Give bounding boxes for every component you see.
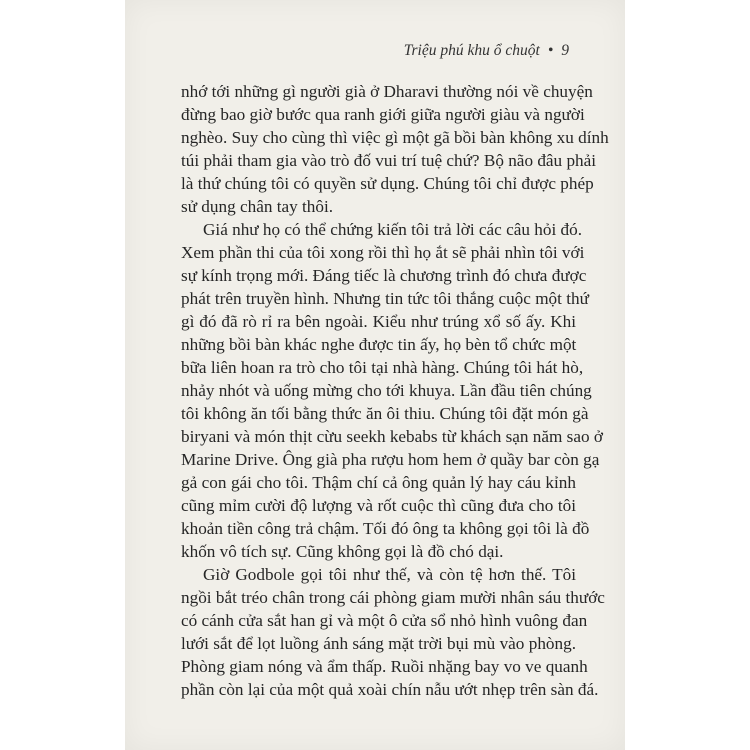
text-line: túi phải tham gia vào trò đố vui trí tuệ chứ? Bộ não đâu phải	[181, 151, 597, 170]
text-line: Giờ Godbole gọi tôi như thế, và còn tệ hơn thế. Tôi	[203, 565, 576, 584]
text-line: có cánh cửa sắt han gỉ và một ô cửa sổ nhỏ hình vuông đan	[181, 611, 588, 630]
header-separator: •	[547, 42, 554, 59]
page-number: 9	[561, 42, 569, 59]
text-line: khoản tiền công trả chậm. Tối đó ông ta không gọi tôi là đồ	[181, 519, 590, 538]
running-header	[404, 42, 569, 60]
text-line: phần còn lại của một quả xoài chín nẫu ướt nhẹp trên sàn đá.	[181, 680, 599, 699]
text-line: sử dụng chân tay thôi.	[181, 197, 334, 216]
text-line: biryani và món thịt cừu seekh kebabs từ khách sạn năm sao ở	[181, 427, 603, 446]
text-line: bữa liên hoan ra trò cho tôi tại nhà hàng. Chúng tôi hát hò,	[181, 358, 584, 377]
text-line: ngồi bắt tréo chân trong cái phòng giam mười nhân sáu thước	[181, 588, 605, 607]
text-line: sự kính trọng mới. Đáng tiếc là chương trình đó chưa được	[181, 266, 587, 285]
text-line: Xem phần thi của tôi xong rồi thì họ ắt sẽ phải nhìn tôi với	[181, 243, 585, 262]
text-line: cũng mỉm cười độ lượng và rốt cuộc thì cũng đưa cho tôi	[181, 496, 576, 515]
text-line: đừng bao giờ bước qua ranh giới giữa người giàu và người	[181, 105, 585, 124]
text-line: nghèo. Suy cho cùng thì việc gì một gã bồi bàn không xu dính	[181, 128, 609, 147]
text-line: gả con gái cho tôi. Thậm chí cả ông quản lý hay cáu kỉnh	[181, 473, 576, 492]
book-page	[125, 0, 625, 750]
text-line: Phòng giam nóng và ẩm thấp. Ruồi nhặng bay vo ve quanh	[181, 657, 588, 676]
text-line: tôi không ăn tối bằng thức ăn ôi thiu. Chúng tôi đặt món gà	[181, 404, 589, 423]
text-line: những bồi bàn khác nghe được tin ấy, họ bèn tổ chức một	[181, 335, 577, 354]
body-text	[181, 80, 609, 701]
text-line: là thứ chúng tôi có quyền sử dụng. Chúng tôi chỉ được phép	[181, 174, 594, 193]
book-title: Triệu phú khu ổ chuột	[403, 42, 540, 59]
text-line: khốn vô tích sự. Cũng không gọi là đồ chó dại.	[181, 542, 504, 561]
text-line: nhảy nhót và uống mừng cho tới khuya. Lần đầu tiên chúng	[181, 381, 592, 400]
text-line: gì đó đã rò rỉ ra bên ngoài. Kiểu như trúng xổ số ấy. Khi	[181, 312, 576, 331]
text-line: lưới sắt để lọt luồng ánh sáng mặt trời bụi mù vào phòng.	[181, 634, 576, 653]
text-line: phát trên truyền hình. Nhưng tin tức tôi thắng cuộc một thứ	[181, 289, 589, 308]
text-line: nhớ tới những gì người già ở Dharavi thường nói về chuyện	[181, 82, 593, 101]
text-line: Giá như họ có thể chứng kiến tôi trả lời các câu hỏi đó.	[203, 220, 582, 239]
text-line: Marine Drive. Ông già pha rượu hom hem ở quầy bar còn gạ	[181, 450, 600, 469]
